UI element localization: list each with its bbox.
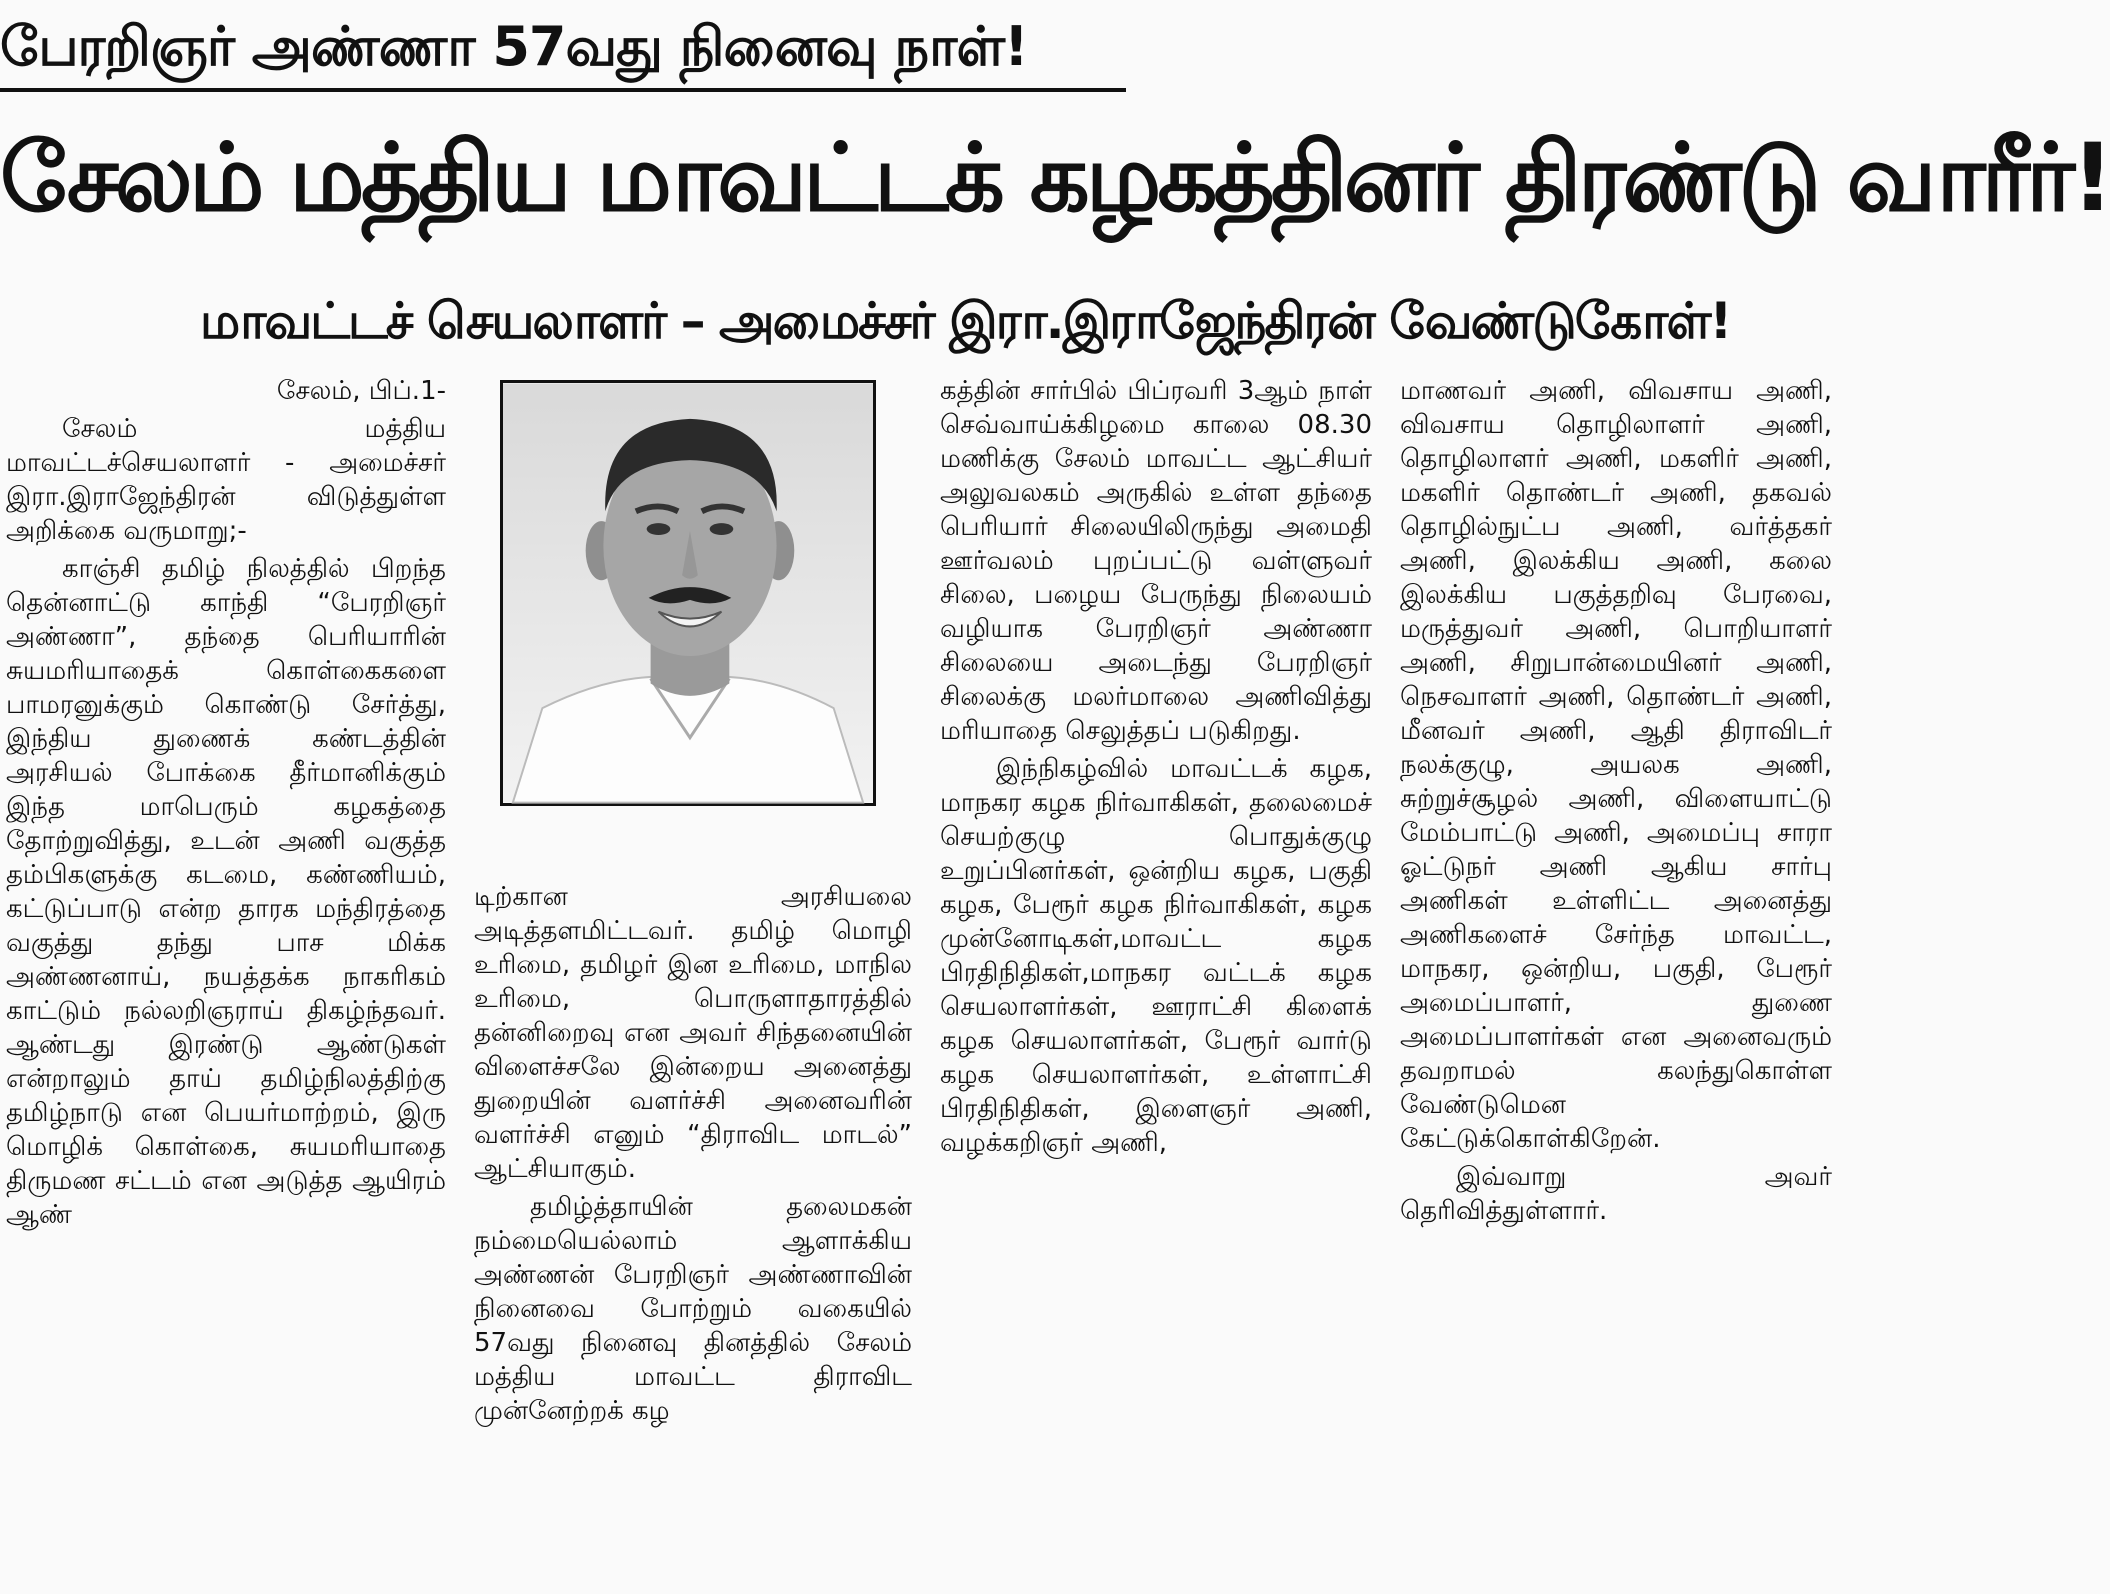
article-column-4 xyxy=(1400,374,1832,1590)
dateline: சேலம், பிப்.1- xyxy=(276,376,446,406)
paragraph: காஞ்சி தமிழ் நிலத்தில் பிறந்த தென்னாட்டு காந்தி “பேரறிஞர் அண்ணா”, தந்தை பெரியாரின் சுயமரியாதைக் கொள்கைகளை பாமரனுக்கும் கொண்டு சேர்த்து, இந்திய துணைக் கண்டத்தின் அரசியல் போக்கை தீர்மானிக்கும் இந்த மாபெரும் கழகத்தை தோற்றுவித்து, உடன் அணி வகுத்த தம்பிகளுக்கு கடமை, கண்ணியம், கட்டுப்பாடு என்ற தாரக மந்திரத்தை வகுத்து தந்து பாச மிக்க அண்ணனாய், நயத்தக்க நாகரிகம் காட்டும் நல்லறிஞராய் திகழ்ந்தவர். ஆண்டது இரண்டு ஆண்டுகள் என்றாலும் தாய் தமிழ்நிலத்திற்கு தமிழ்நாடு என பெயர்மாற்றம், இரு மொழிக் கொள்கை, சுயமரியாதை திருமண சட்டம் என அடுத்த ஆயிரம் ஆண் xyxy=(6,554,446,1230)
paragraph: தமிழ்த்தாயின் தலைமகன் நம்மையெல்லாம் ஆளாக்கிய அண்ணன் பேரறிஞர் அண்ணாவின் நினைவை போற்றும் வகையில் 57வது நினைவு தினத்தில் சேலம் மத்திய மாவட்ட திராவிட முன்னேற்றக் கழ xyxy=(474,1192,912,1426)
article-column-1 xyxy=(6,374,446,1590)
portrait-photo xyxy=(500,380,876,806)
kicker-underline xyxy=(0,88,1126,92)
paragraph: இந்நிகழ்வில் மாவட்டக் கழக, மாநகர கழக நிர்வாகிகள், தலைமைச் செயற்குழு பொதுக்குழு உறுப்பினர்கள், ஒன்றிய கழக, பகுதி கழக, பேரூர் கழக நிர்வாகிகள், கழக முன்னோடிகள்,மாவட்ட கழக பிரதிநிதிகள்,மாநகர வட்டக் கழக செயலாளர்கள், ஊராட்சி கிளைக் கழக செயலாளர்கள், பேரூர் வார்டு கழக செயலாளர்கள், உள்ளாட்சி பிரதிநிதிகள், இளைஞர் அணி, வழக்கறிஞர் அணி, xyxy=(940,754,1372,1158)
paragraph: கத்தின் சார்பில் பிப்ரவரி 3ஆம் நாள் செவ்வாய்க்கிழமை காலை 08.30 மணிக்கு சேலம் மாவட்ட ஆட்சியர் அலுவலகம் அருகில் உள்ள தந்தை பெரியார் சிலையிலிருந்து அமைதி ஊர்வலம் புறப்பட்டு வள்ளுவர் சிலை, பழைய பேருந்து நிலையம் வழியாக பேரறிஞர் அண்ணா சிலையை அடைந்து பேரறிஞர் சிலைக்கு மலர்மாலை அணிவித்து மரியாதை செலுத்தப் படுகிறது. xyxy=(940,376,1372,746)
article-column-2 xyxy=(474,880,912,1590)
article-column-3 xyxy=(940,374,1372,1590)
paragraph: மாணவர் அணி, விவசாய அணி, விவசாய தொழிலாளர் அணி, தொழிலாளர் அணி, மகளிர் அணி, மகளிர் தொண்டர் அணி, தகவல் தொழில்நுட்ப அணி, வர்த்தகர் அணி, இலக்கிய அணி, கலை இலக்கிய பகுத்தறிவு பேரவை, மருத்துவர் அணி, பொறியாளர் அணி, சிறுபான்மையினர் அணி, நெசவாளர் அணி, தொண்டர் அணி, மீனவர் அணி, ஆதி திராவிடர் நலக்குழு, அயலக அணி, சுற்றுச்சூழல் அணி, விளையாட்டு மேம்பாட்டு அணி, அமைப்பு சாரா ஓட்டுநர் அணி ஆகிய சார்பு அணிகள் உள்ளிட்ட அனைத்து அணிகளைச் சேர்ந்த மாவட்ட, மாநகர, ஒன்றிய, பகுதி, பேரூர் அமைப்பாளர், துணை அமைப்பாளர்கள் என அனைவரும் தவறாமல் கலந்துகொள்ள வேண்டுமென கேட்டுக்கொள்கிறேன். xyxy=(1400,376,1832,1154)
sub-headline: மாவட்டச் செயலாளர் – அமைச்சர் இரா.இராஜேந்திரன் வேண்டுகோள்! xyxy=(200,292,1731,350)
paragraph: இவ்வாறு அவர் தெரிவித்துள்ளார். xyxy=(1400,1162,1832,1226)
main-headline: சேலம் மத்திய மாவட்டக் கழகத்தினர் திரண்டு வாரீர்! xyxy=(0,124,2110,233)
paragraph: சேலம் மத்திய மாவட்டச்செயலாளர் - அமைச்சர் இரா.இராஜேந்திரன் விடுத்துள்ள அறிக்கை வருமாறு;- xyxy=(6,414,446,546)
paragraph: டிற்கான அரசியலை அடித்தளமிட்டவர். தமிழ் மொழி உரிமை, தமிழர் இன உரிமை, மாநில உரிமை, பொருளாதாரத்தில் தன்னிறைவு என அவர் சிந்தனையின் விளைச்சலே இன்றைய அனைத்து துறையின் வளர்ச்சி அனைவரின் வளர்ச்சி எனும் “திராவிட மாடல்” ஆட்சியாகும். xyxy=(474,882,912,1184)
kicker-heading: பேரறிஞர் அண்ணா 57வது நினைவு நாள்! xyxy=(0,15,1028,78)
